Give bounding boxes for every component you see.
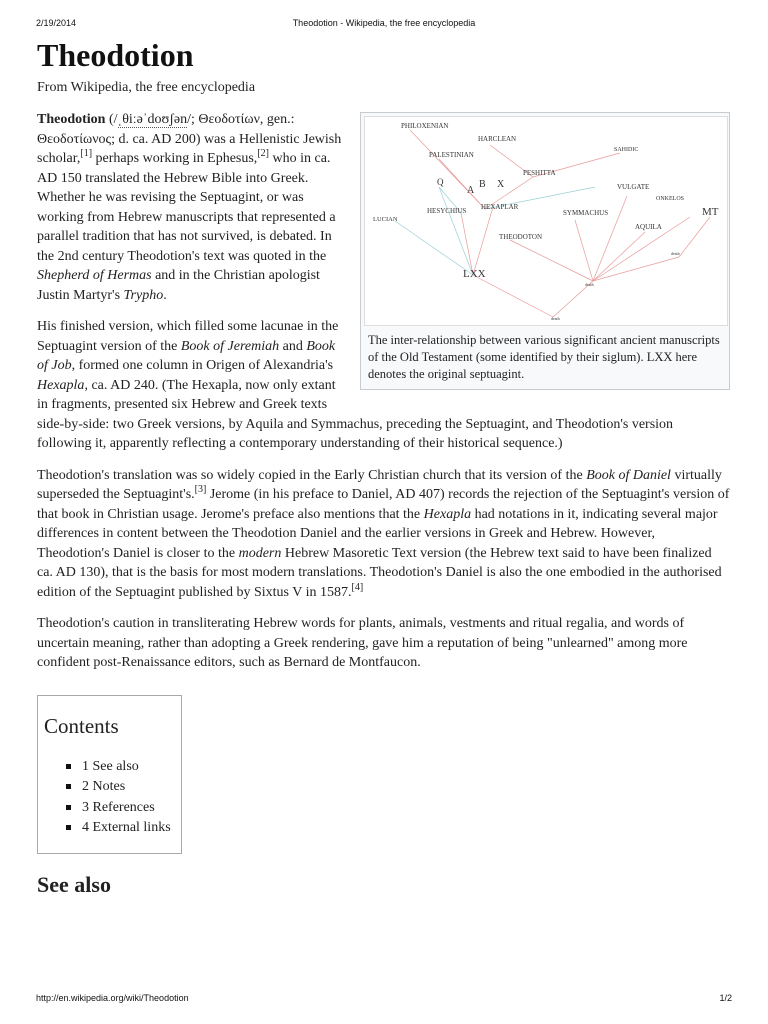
site-tagline: From Wikipedia, the free encyclopedia: [37, 80, 256, 95]
manuscript-diagram[interactable]: [364, 116, 728, 326]
hexapla: Hexapla: [37, 377, 85, 393]
edge: [575, 220, 593, 281]
edge: [473, 275, 553, 317]
trypho: Trypho: [123, 287, 164, 303]
print-header: [36, 18, 732, 32]
node-sahidic: SAHIDIC: [614, 147, 639, 153]
edge: [473, 207, 493, 275]
node-palestinian: PALESTINIAN: [429, 151, 474, 159]
node-x: X: [497, 179, 505, 190]
toc-list: [44, 757, 171, 839]
node-hexaplar: HEXAPLAR: [481, 203, 519, 211]
node-lucian: LUCIAN: [373, 216, 398, 223]
book-of-job: Book of Job: [37, 338, 336, 373]
toc-item-external-links[interactable]: 4 External links: [66, 818, 171, 839]
figure-thumbnail[interactable]: [360, 112, 730, 390]
subject-name: Theodotion: [37, 112, 106, 127]
toc-title: Contents: [44, 713, 119, 738]
daniel-paragraph: Theodotion's translation was so widely copied in the Early Christian church that its version of the Book of Daniel virtually superseded the Septuagint's.[3] Jerome (in his preface to Daniel, AD 407) records the rejection of the Septuagint's version of that book in Christian usage. Jerome's preface also mentions that the Hexapla had notations in it, indicating several major differences in content between the Theodotion Daniel and the earlier versions in Greek and Hebrew. However, Theodotion's Daniel is closer to the modern Hebrew Masoretic Text version (the Hebrew text said to have been finalized ca. AD 130), that is the basis for most modern translations. Theodotion's Daniel is also the one embodied in the authorised edition of the Septuagint published by Sixtus V in 1587.[4]: [37, 467, 730, 600]
ref-link-4[interactable]: [4]: [351, 581, 364, 593]
node-death-2: death: [585, 282, 594, 287]
ref-link-3[interactable]: [3]: [194, 484, 207, 495]
edge: [395, 221, 473, 275]
article-content: [37, 36, 730, 898]
node-mt: MT: [702, 206, 719, 218]
edge: [439, 187, 473, 275]
table-of-contents: [37, 695, 182, 854]
node-symmachus: SYMMACHUS: [563, 209, 609, 217]
figure-caption: The inter-relationship between various significant ancient manuscripts of the Old Testament (some identified by their siglum). LXX here denotes the original septuagint.: [368, 333, 720, 381]
edge: [679, 217, 710, 257]
node-hesychius: HESYCHIUS: [427, 207, 467, 215]
ref-link-1[interactable]: [1]: [80, 148, 93, 159]
node-harclean: HARCLEAN: [478, 135, 517, 143]
ipa-pronunciation-link[interactable]: ˌθiːəˈdoʊʃən: [117, 112, 188, 127]
transliteration-paragraph: Theodotion's caution in transliterating Hebrew words for plants, animals, vestments and ritual regalia, and words of uncertain meaning, rather than adopting a Greek rendering, gave him a reputation of being "unlearned" among more confident post-Renaissance editors, such as Bernard de Montfaucon.: [37, 616, 688, 670]
node-vulgate: VULGATE: [617, 183, 650, 191]
book-of-daniel: Book of Daniel: [586, 467, 671, 483]
print-url: http://en.wikipedia.org/wiki/Theodotion: [36, 993, 189, 1003]
shepherd-of-hermas: Shepherd of Hermas: [37, 268, 152, 283]
toc-item-references[interactable]: 3 References: [66, 798, 171, 819]
intro-paragraph: Theodotion (/ˌθiːəˈdoʊʃən/; Θεοδοτίων, gen.: Θεοδοτίωνος; d. ca. AD 200) was a Hellenistic Jewish scholar,[1] perhaps working in Ephesus,[2] who in ca. AD 150 translated the Hebrew Bible into Greek. Whether he was revising the Septuagint, or was working from Hebrew manuscripts that represented a parallel tradition that has not survived, is debated. In the 2nd century Theodotion's text was quoted in the Shepherd of Hermas and in the Christian apologist Justin Martyr's Trypho.: [37, 112, 342, 303]
print-page-number: 1/2: [719, 993, 732, 1003]
ref-link-2[interactable]: [2]: [257, 148, 269, 159]
node-theodoton: THEODOTON: [499, 233, 543, 241]
toc-item-see-also[interactable]: 1 See also: [66, 757, 171, 778]
hexapla-paragraph: His finished version, which filled some lacunae in the Septuagint version of the Book of Jeremiah and Book of Job, formed one column in Origen of Alexandria's Hexapla, ca. AD 240. (The Hexapla, now only extant in fragments, presented six Hebrew and Greek texts side-by-side: two Greek versions, by Aquila and Symmachus, preceding the Septuagint, and Theodotion's version following it, apparently reflecting a contemporary understanding of their historical sequence.): [37, 319, 674, 451]
print-page-title: Theodotion - Wikipedia, the free encyclopedia: [292, 18, 476, 28]
toc-item-notes[interactable]: 2 Notes: [66, 777, 171, 798]
print-footer: [36, 993, 732, 1007]
node-onkelos: ONKELOS: [656, 196, 684, 202]
node-b: B: [479, 179, 486, 190]
edge: [510, 240, 593, 281]
edge: [461, 213, 473, 275]
print-date: 2/19/2014: [36, 18, 77, 28]
book-of-jeremiah: Book of Jeremiah: [180, 338, 280, 354]
node-death-3: death: [551, 316, 560, 321]
node-lxx: LXX: [463, 268, 486, 280]
hexapla-italic: Hexapla: [423, 506, 472, 522]
node-death-1: death: [671, 251, 680, 256]
node-a: A: [467, 185, 475, 196]
node-aquila: AQUILA: [635, 223, 662, 231]
page-title: Theodotion: [37, 37, 194, 73]
node-peshitta: PESHITTA: [523, 169, 556, 177]
node-q: Q: [437, 177, 444, 187]
node-philoxenian: PHILOXENIAN: [401, 122, 449, 130]
section-heading-see-also: See also: [37, 871, 111, 897]
modern-italic: modern: [238, 545, 282, 561]
